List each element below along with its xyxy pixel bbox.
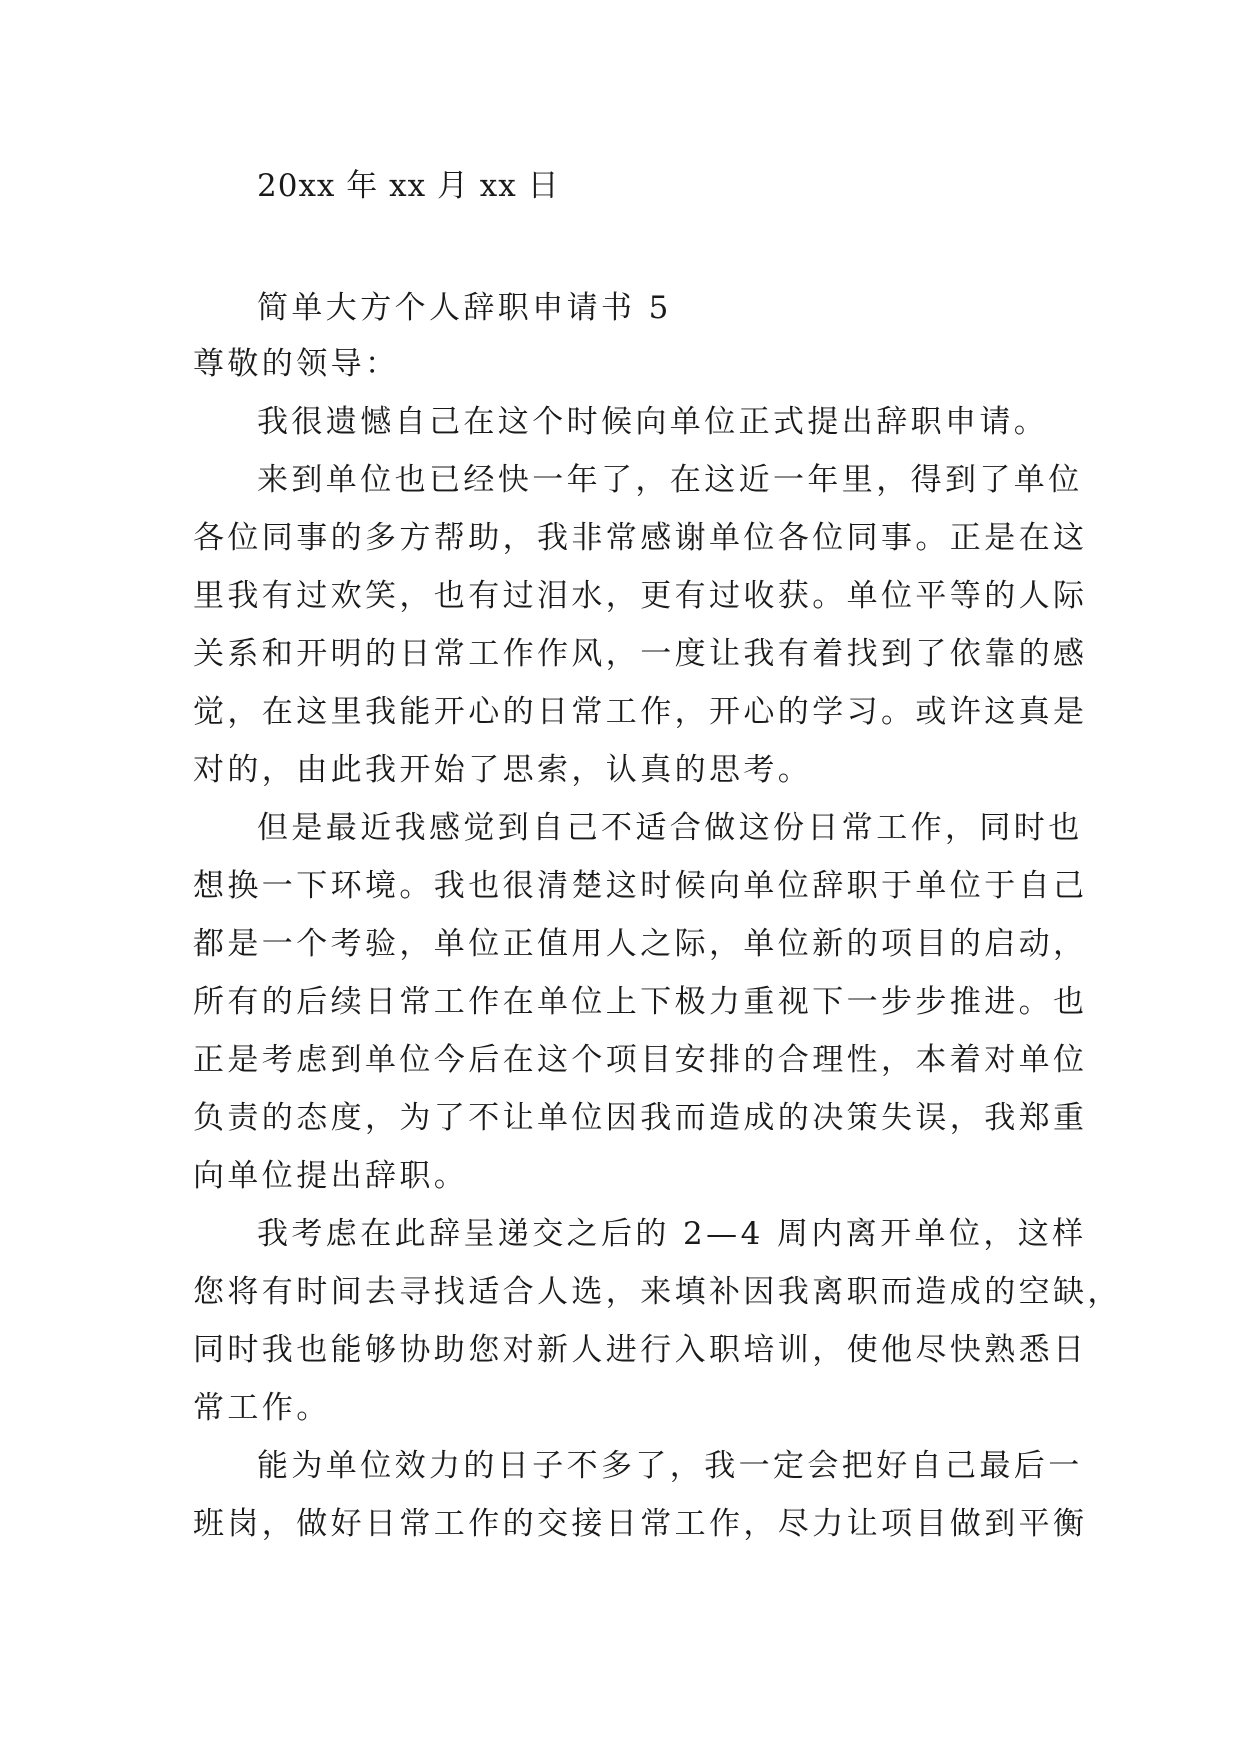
letter-title: 简单大方个人辞职申请书 5 [257, 290, 672, 326]
paragraph-line: 班岗，做好日常工作的交接日常工作，尽力让项目做到平衡 [193, 1506, 1088, 1542]
paragraph-line: 所有的后续日常工作在单位上下极力重视下一步步推进。也 [193, 984, 1088, 1020]
paragraph-line: 各位同事的多方帮助，我非常感谢单位各位同事。正是在这 [193, 520, 1088, 556]
paragraph-line: 常工作。 [193, 1390, 331, 1426]
paragraph-line: 向单位提出辞职。 [193, 1158, 469, 1194]
paragraph-line: 我很遗憾自己在这个时候向单位正式提出辞职申请。 [257, 404, 1049, 440]
letter-date: 20xx 年 xx 月 xx 日 [257, 168, 560, 204]
paragraph-line: 我考虑在此辞呈递交之后的 2—4 周内离开单位，这样 [257, 1216, 1087, 1252]
paragraph-line: 对的，由此我开始了思索，认真的思考。 [193, 752, 813, 788]
paragraph-line: 都是一个考验，单位正值用人之际，单位新的项目的启动， [193, 926, 1088, 962]
paragraph-line: 里我有过欢笑，也有过泪水，更有过收获。单位平等的人际 [193, 578, 1088, 614]
paragraph-line: 同时我也能够协助您对新人进行入职培训，使他尽快熟悉日 [193, 1332, 1088, 1368]
paragraph-line: 正是考虑到单位今后在这个项目安排的合理性，本着对单位 [193, 1042, 1088, 1078]
paragraph-line: 觉，在这里我能开心的日常工作，开心的学习。或许这真是 [193, 694, 1088, 730]
paragraph-line: 但是最近我感觉到自己不适合做这份日常工作，同时也 [257, 810, 1083, 846]
letter-salutation: 尊敬的领导： [193, 346, 400, 382]
paragraph-line: 负责的态度，为了不让单位因我而造成的决策失误，我郑重 [193, 1100, 1088, 1136]
paragraph-line: 您将有时间去寻找适合人选，来填补因我离职而造成的空缺， [193, 1274, 1122, 1310]
paragraph-line: 能为单位效力的日子不多了，我一定会把好自己最后一 [257, 1448, 1083, 1484]
paragraph-line: 来到单位也已经快一年了，在这近一年里，得到了单位 [257, 462, 1083, 498]
paragraph-line: 关系和开明的日常工作作风，一度让我有着找到了依靠的感 [193, 636, 1088, 672]
paragraph-line: 想换一下环境。我也很清楚这时候向单位辞职于单位于自己 [193, 868, 1088, 904]
